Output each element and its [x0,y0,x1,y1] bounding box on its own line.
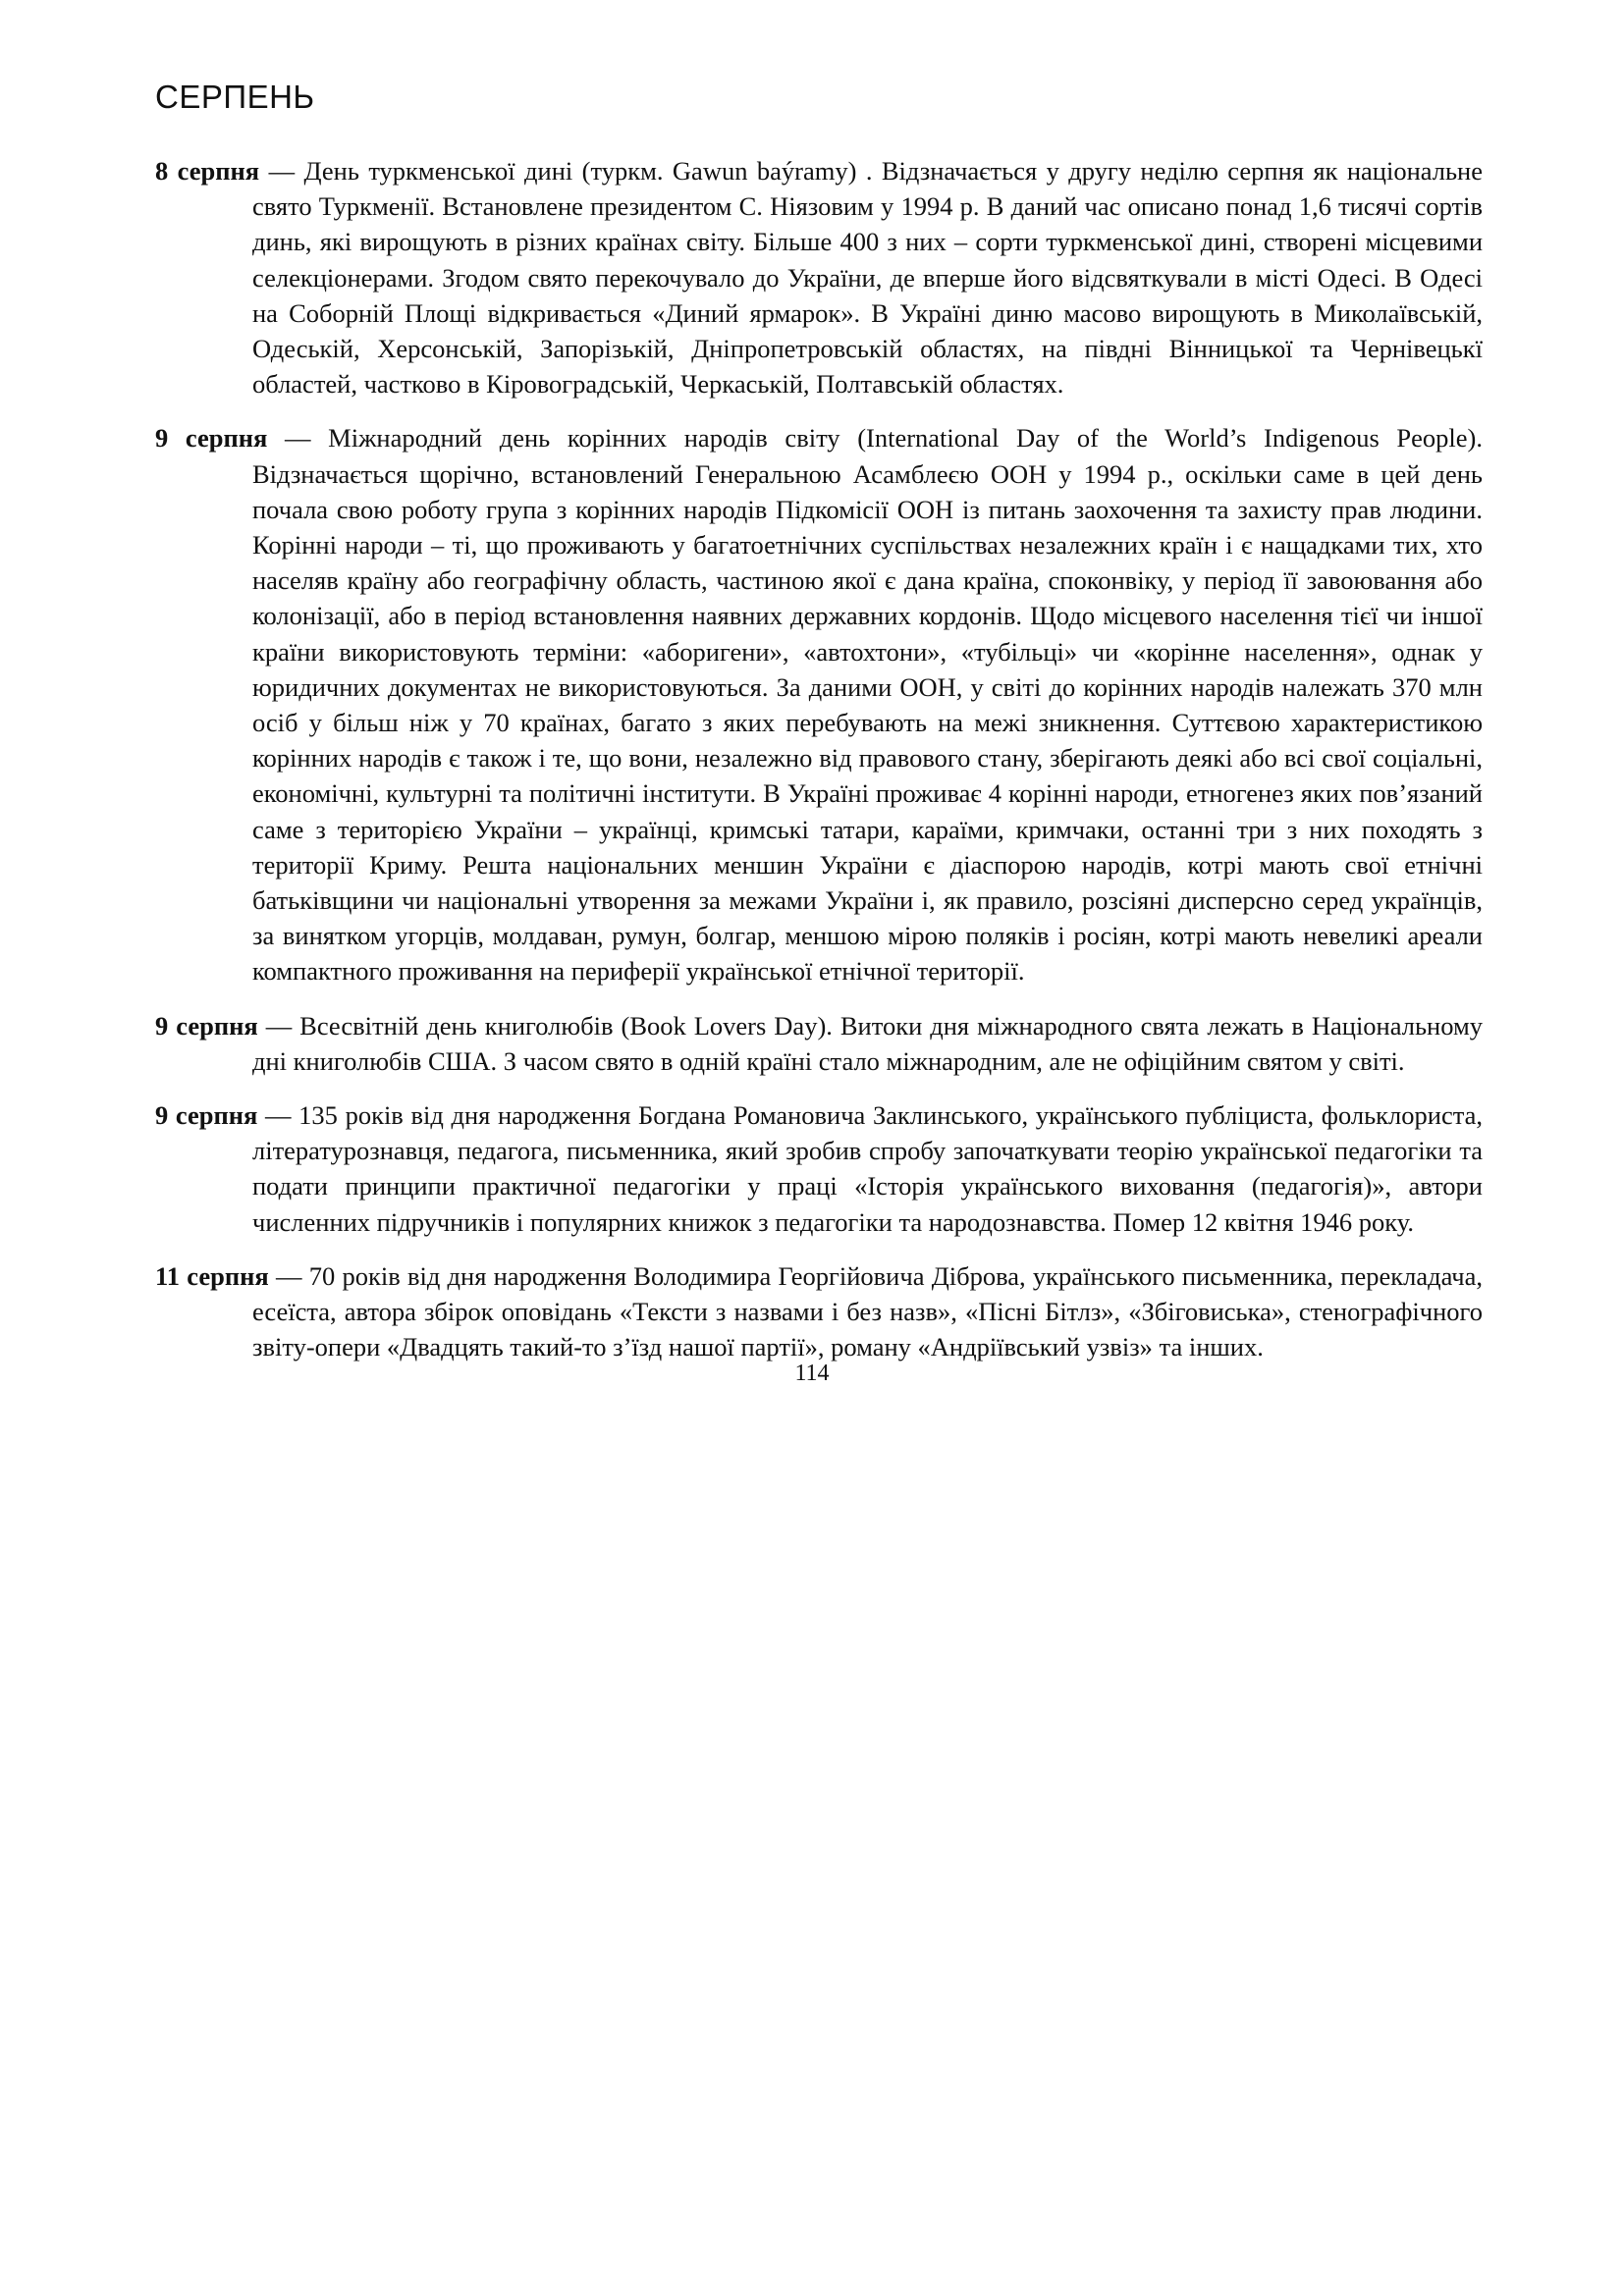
entry-date: 11 серпня [155,1260,269,1291]
entry-date: 9 серпня [155,1100,258,1131]
entry-date: 9 серпня [155,423,268,454]
calendar-entry [155,1258,1483,1365]
calendar-entry [155,420,1483,988]
calendar-entry [155,153,1483,401]
calendar-entries [155,153,1483,1384]
entry-date: 9 серпня [155,1010,258,1041]
entry-text: — Всесвітній день книголюбів (Book Lovers Day). Витоки дня міжнародного свята лежать в Національному дні книголюбів США. З часом свято в одній країні стало міжнародним, але не офіційним святом у світі. [252,1010,1483,1076]
entry-date: 8 серпня [155,156,260,186]
page-number: 114 [794,1361,830,1386]
entry-text: — 135 років від дня народження Богдана Романовича Заклинського, українського публіциста, фольклориста, літературознавця, педагога, письменника, який зробив спробу започаткувати теорію української педагогіки та подати принципи практичної педагогіки у праці «Історія українського виховання (педагогія)», автори численних підручників і популярних книжок з педагогіки та народознавства. Помер 12 квітня 1946 року. [252,1100,1483,1237]
calendar-entry [155,1008,1483,1079]
entry-text: — Міжнародний день корінних народів світу (International Day of the World’s Indigenous People). Відзначається щорічно, встановлений Генеральною Асамблеєю ООН у 1994 р., оскільки саме в цей день почала свою роботу група з корінних народів Підкомісії ООН із питань заохочення та захисту прав людини. Корінні народи – ті, що проживають у багатоетнічних суспільствах незалежних країн і є нащадками тих, хто населяв країну або географічну область, частиною якої є дана країна, споконвіку, у період її завоювання або колонізації, або в період встановлення наявних державних кордонів. Щодо місцевого населення тієї чи іншої країни використовують терміни: «аборигени», «автохтони», «тубільці» чи «корінне населення», однак у юридичних документах не використовуються. За даними ООН, у світі до корінних народів належать 370 млн осіб у більш ніж у 70 країнах, багато з яких перебувають на межі зникнення. Суттєвою характеристикою корінних народів є також і те, що вони, незалежно від правового стану, зберігають деякі або всі свої соціальні, економічні, культурні та політичні інститути. В Україні проживає 4 корінні народи, етногенез яких пов’язаний саме з територією України – українці, кримські татари, караїми, кримчаки, останні три з них походять з території Криму. Решта національних меншин України є діаспорою народів, котрі мають свої етнічні батьківщини чи національні утворення за межами України і, як правило, розсіяні дисперсно серед українців, за винятком угорців, молдаван, румун, болгар, меншою мірою поляків і росіян, котрі мають невеликі ареали компактного проживання на периферії української етнічної території. [252,423,1483,987]
entry-text: — День туркменської дині (туркм. Gawun baýramy) . Відзначається у другу неділю серпня як національне свято Туркменії. Встановлене президентом С. Ніязовим у 1994 р. В даний час описано понад 1,6 тисячі сортів динь, які вирощують в різних країнах світу. Більше 400 з них – сорти туркменської дині, створені місцевими селекціонерами. Згодом свято перекочувало до України, де вперше його відсвяткували в місті Одесі. В Одесі на Соборній Площі відкривається «Диний ярмарок». В Україні диню масово вирощують в Миколаївській, Одеській, Херсонській, Запорізькій, Дніпропетровській областях, на півдні Вінницької та Чернівецькї областей, частково в Кіровоградській, Черкаській, Полтавській областях. [252,156,1484,400]
calendar-entry [155,1097,1483,1240]
entry-text: — 70 років від дня народження Володимира Георгійовича Діброва, українського письменника, перекладача, есеїста, автора збірок оповідань «Тексти з назвами і без назв», «Пісні Бітлз», «Збіговиська», стенографічного звіту-опери «Двадцять такий-то з’їзд нашої партії», роману «Андріївський узвіз» та інших. [252,1260,1484,1362]
page-heading: СЕРПЕНЬ [155,79,315,115]
